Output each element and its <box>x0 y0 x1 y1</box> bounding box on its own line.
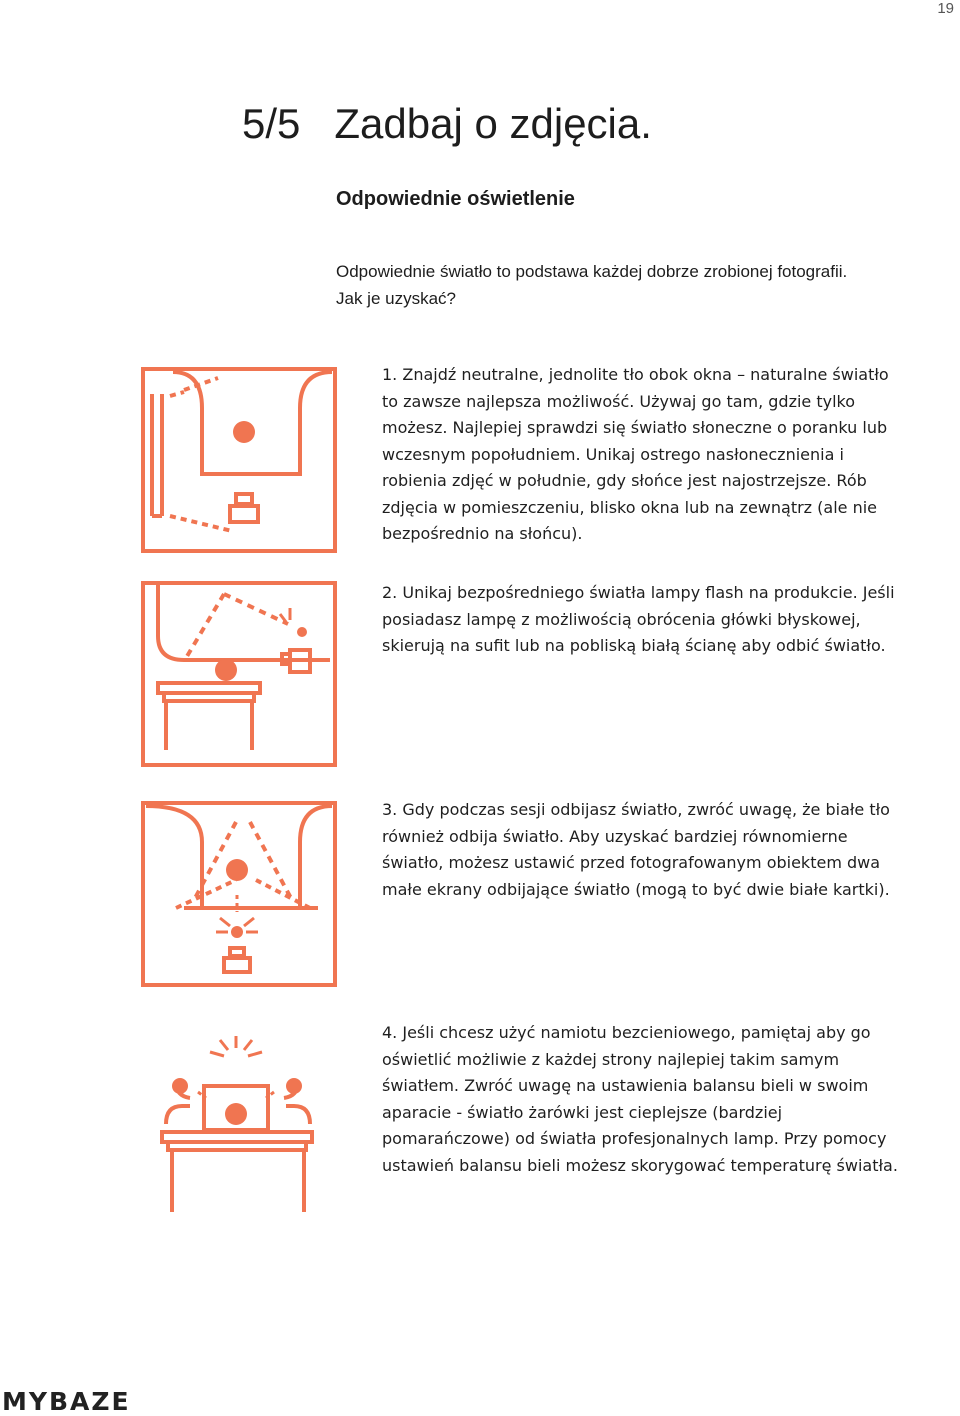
step-1-text: 1. Znajdź neutralne, jednolite tło obok okna – naturalne światło to zawsze najlepsza możliwość. Używaj go tam, gdzie tylko możesz. Najlepiej sprawdzi się światło słoneczne o poranku lub wczesnym popołudniem. Unikaj ostrego nasłonecznienia i robienia zdjęć w południe, gdy słońce jest najostrzejsze. Rób zdjęcia w pomieszczeniu, blisko okna lub na zewnątrz (ale nie bezpośrednio na słońcu). <box>382 365 889 543</box>
section-subtitle: Odpowiednie oświetlenie <box>336 188 575 210</box>
step-4-text: 4. Jeśli chcesz użyć namiotu bezcieniowego, pamiętaj aby go oświetlić możliwie z każdej strony najlepiej takim samym światłem. Zwróć uwagę na ustawienia balansu bieli w swoim aparacie - światło żarówki jest cieplejsze (bardziej pomarańczowe) od światła profesjonalnych lamp. Przy pomocy ustawień balansu bieli możesz skorygować temperaturę światła. <box>382 1023 898 1175</box>
step-3-text: 3. Gdy podczas sesji odbijasz światło, zwróć uwagę, że białe tło również odbija światło. Aby uzyskać bardziej równomierne światło, możesz ustawić przed fotografowanym obiektem dwa małe ekrany odbijające światło (mogą to być dwie białe kartki). <box>382 800 890 899</box>
window-light-icon <box>140 366 340 556</box>
reflector-cards-icon <box>140 800 340 990</box>
title-text: Zadbaj o zdjęcia. <box>334 100 652 147</box>
brand-logo: MYBAZE <box>2 1387 131 1416</box>
intro-paragraph: Odpowiednie światło to podstawa każdej dobrze zrobionej fotografii. Jak je uzyskać? <box>336 262 848 308</box>
light-tent-icon <box>140 1026 340 1216</box>
step-2-text: 2. Unikaj bezpośredniego światła lampy flash na produkcie. Jeśli posiadasz lampę z możliwością obrócenia główki błyskowej, skierują na sufit lub na pobliską białą ścianę aby odbić światło. <box>382 583 895 655</box>
title-number: 5/5 <box>242 100 301 147</box>
bounce-flash-icon <box>140 580 340 770</box>
page-number: 19 <box>937 0 954 17</box>
page-title <box>242 100 652 148</box>
